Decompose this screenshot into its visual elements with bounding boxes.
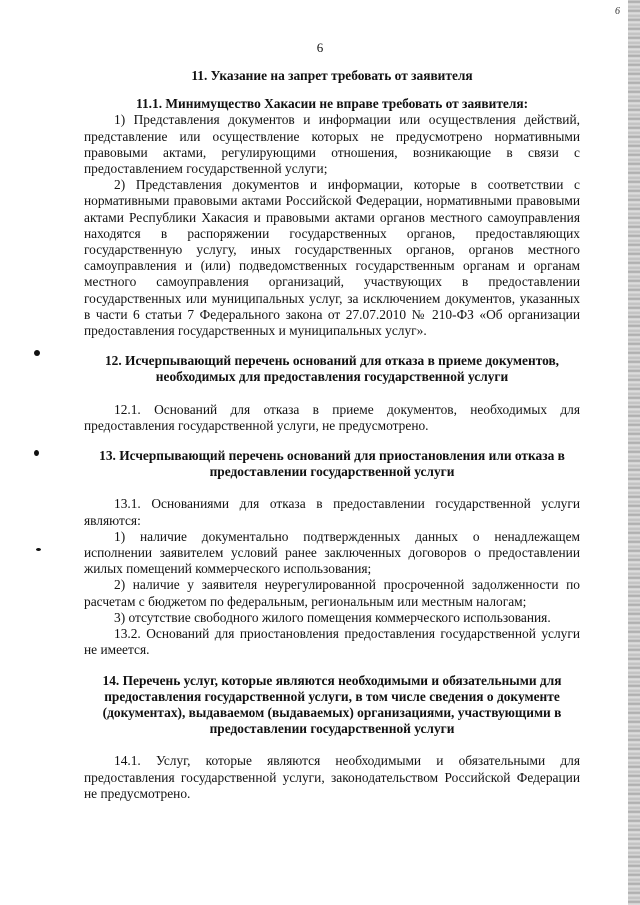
section-13-heading: 13. Исчерпывающий перечень оснований для приостановления или отказа в предоставлении государственной услуги	[99, 448, 565, 480]
scan-edge	[628, 0, 640, 905]
paragraph: 13.2. Оснований для приостановления предоставления государственной услуги не имеется.	[84, 626, 580, 658]
section-14-heading: 14. Перечень услуг, которые являются необходимыми и обязательными для предоставления государственной услуги, в том числе сведения о документе (документах), выдаваемом (выдаваемых) организациями, участвующими в предоставлении государственной услуги	[102, 672, 562, 737]
subsection-11-1-heading: 11.1. Минимущество Хакасии не вправе требовать от заявителя:	[136, 96, 529, 112]
section-12-heading: 12. Исчерпывающий перечень оснований для отказа в приеме документов, необходимых для предоставления государственной услуги	[104, 353, 560, 385]
paragraph: 2) Представления документов и информации, которые в соответствии с нормативными правовыми актами Российской Федерации, нормативными правовыми актами Республики Хакасия и правовыми актами органов местного самоуправления находятся в распоряжении государственных органов, предоставляющих государственную услугу, иных государственных органов, органов местного самоуправления и (или) подведомственных государственным органам и органам местного самоуправления организаций, участвующих в предоставлении государственных или муниципальных услуг, за исключением документов, указанных в части 6 статьи 7 Федерального закона от 27.07.2010 № 210-ФЗ «Об организации предоставления государственных и муниципальных услуг».	[84, 177, 580, 339]
paragraph: 1) наличие документально подтвержденных данных о ненадлежащем исполнении заявителем условий ранее заключенных договоров о предоставлении жилых помещений коммерческого использования;	[84, 528, 580, 577]
page-number: 6	[316, 40, 324, 55]
scan-speck	[34, 450, 39, 456]
paragraph: 1) Представления документов и информации или осуществления действий, представление или осуществление которых не предусмотрено нормативными правовыми актами, регулирующими отношения, возникающие в связи с предоставлением государственной услуги;	[84, 112, 580, 177]
paragraph: 13.1. Основаниями для отказа в предоставлении государственной услуги являются:	[84, 496, 580, 528]
document-body	[84, 68, 580, 802]
paragraph: 12.1. Оснований для отказа в приеме документов, необходимых для предоставления государственной услуги, не предусмотрено.	[84, 401, 580, 433]
paragraph: 2) наличие у заявителя неурегулированной просроченной задолженности по расчетам с бюджетом по федеральным, региональным или местным налогам;	[84, 577, 580, 609]
section-11-heading: 11. Указание на запрет требовать от заявителя	[191, 68, 473, 83]
paragraph: 3) отсутствие свободного жилого помещения коммерческого использования.	[114, 609, 551, 625]
margin-mark: 6	[615, 6, 620, 17]
scan-speck	[36, 548, 41, 551]
paragraph: 14.1. Услуг, которые являются необходимыми и обязательными для предоставления государственной услуги, законодательством Российской Федерации не предусмотрено.	[84, 753, 580, 801]
scan-speck	[34, 350, 40, 356]
